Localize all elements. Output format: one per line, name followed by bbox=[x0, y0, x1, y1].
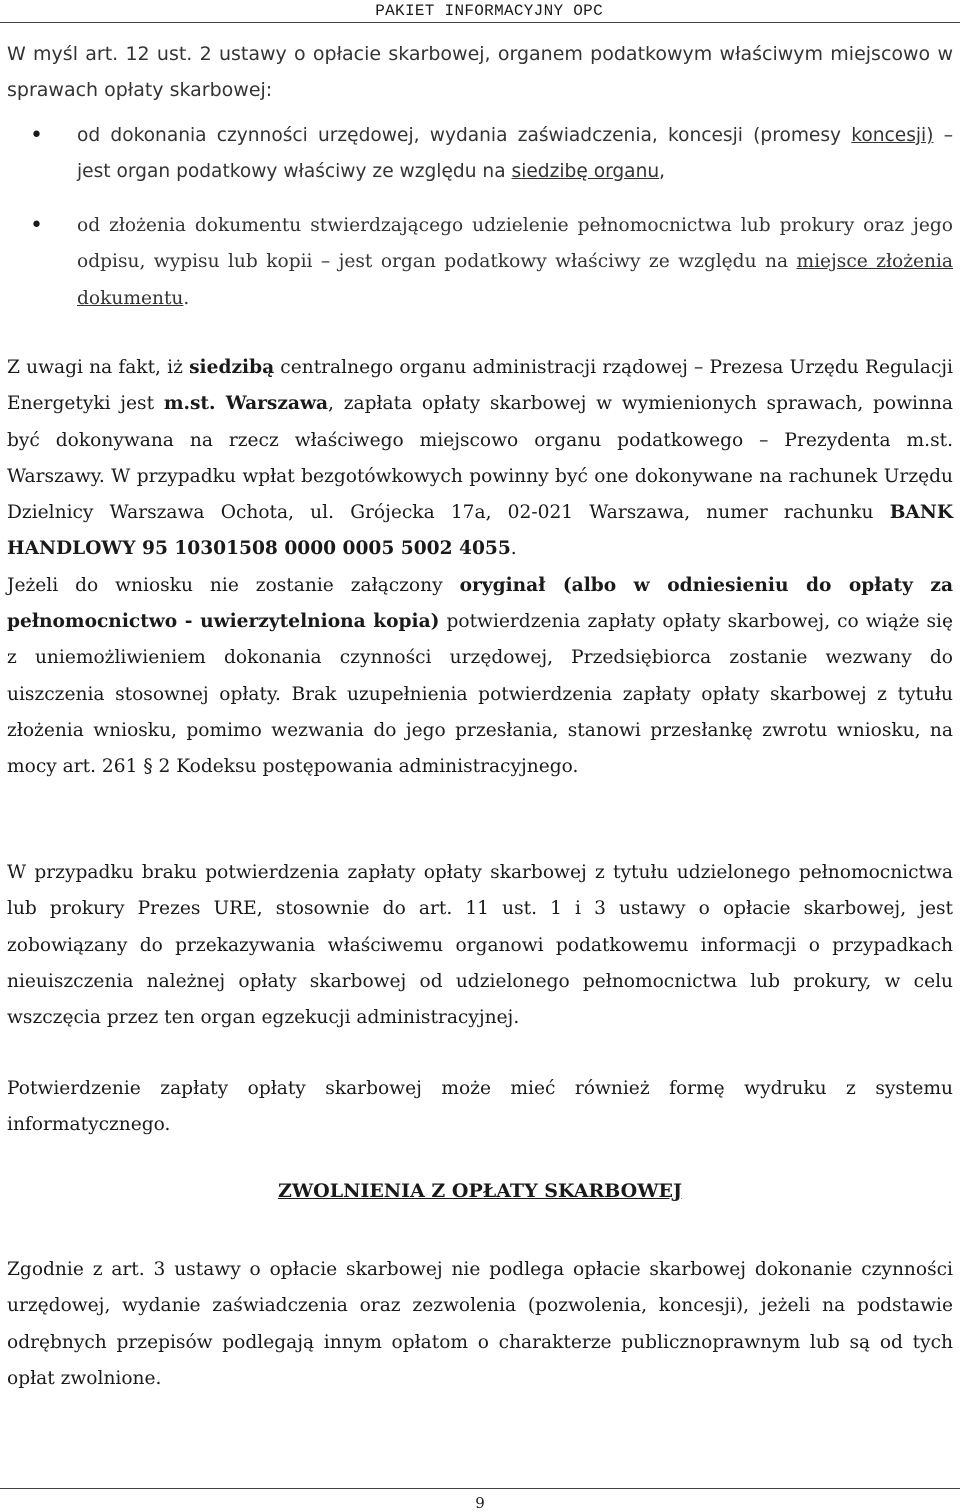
page-number: 9 bbox=[475, 1494, 485, 1512]
list-item-text: . bbox=[183, 287, 190, 309]
underlined-term: miejsce złożenia dokumentu bbox=[77, 251, 954, 309]
bullet-icon: • bbox=[30, 123, 43, 148]
list-item bbox=[77, 208, 953, 317]
paragraph-missing-confirmation: W przypadku braku potwierdzenia zapłaty opłaty skarbowej z tytułu udzielonego pełnomocnictwa lub prokury Prezes URE, stosownie do art. 11 ust. 1 i 3 ustawy o opłacie skarbowej, jest zobowiązany do przekazywania właściwemu organowi podatkowemu informacji o przypadkach nieuiszczenia należnej opłaty skarbowej od udzielonego pełnomocnictwa lub prokury, w celu wszczęcia przez ten organ egzekucji administracyjnej. bbox=[7, 862, 953, 1029]
footer-rule bbox=[0, 1488, 960, 1489]
bold-term: siedzibą bbox=[189, 357, 275, 378]
paragraph-payment bbox=[7, 350, 953, 786]
bank-account-number: BANK HANDLOWY 95 10301508 0000 0005 5002 4055 bbox=[7, 502, 953, 560]
list-item bbox=[77, 118, 953, 191]
paragraph-text: , zapłata opłaty skarbowej w wymienionych sprawach, powinna być dokonywana na rzecz właściwego miejscowo organu podatkowego – Prezydenta m.st. Warszawy. W przypadku wpłat bezgotówkowych powinny być one dokonywane na rachunek Urzędu Dzielnicy Warszawa Ochota, ul. Grójecka 17a, 02-021 Warszawa, numer rachunku bbox=[7, 393, 954, 524]
paragraph-exemptions: Zgodnie z art. 3 ustawy o opłacie skarbowej nie podlega opłacie skarbowej dokonanie czynności urzędowej, wydanie zaświadczenia oraz zezwolenia (pozwolenia, koncesji), jeżeli na podstawie odrębnych przepisów podlegają innym opłatom o charakterze publicznoprawnym lub są od tych opłat zwolnione. bbox=[7, 1259, 953, 1389]
list-item-text: od dokonania czynności urzędowej, wydania zaświadczenia, koncesji (promesy bbox=[77, 125, 852, 146]
header-label: PAKIET INFORMACYJNY OPC bbox=[375, 2, 603, 20]
bold-term: m.st. Warszawa bbox=[163, 393, 329, 415]
paragraph-text: Jeżeli do wniosku nie zostanie załączony bbox=[7, 574, 460, 596]
paragraph-text: . bbox=[510, 538, 517, 560]
header-rule bbox=[0, 22, 960, 23]
list-item-text: , bbox=[659, 161, 666, 183]
bullet-icon: • bbox=[30, 213, 43, 238]
paragraph-text: Z uwagi na fakt, iż bbox=[7, 357, 190, 378]
section-heading: ZWOLNIENIA Z OPŁATY SKARBOWEJ bbox=[277, 1180, 683, 1202]
underlined-term: koncesji) bbox=[851, 125, 934, 146]
paragraph-text: centralnego organu administracji rządowej – Prezesa Urzędu Regulacji Energetyki jest bbox=[7, 357, 953, 415]
list-item-text: – jest organ podatkowy właściwy ze względu na bbox=[77, 125, 953, 183]
paragraph-text: potwierdzenia zapłaty opłaty skarbowej, co wiąże się z uniemożliwieniem dokonania czynności urzędowej, Przedsiębiorca zostanie wezwany do uiszczenia stosownej opłaty. Brak uzupełnienia potwierdzenia zapłaty opłaty skarbowej z tytułu złożenia wniosku, pomimo wezwania do jego przesłania, stanowi przesłankę zwrotu wniosku, na mocy art. 261 § 2 Kodeksu postępowania administracyjnego. bbox=[7, 611, 953, 778]
paragraph-printout: Potwierdzenie zapłaty opłaty skarbowej może mieć również formę wydruku z systemu informatycznego. bbox=[7, 1078, 953, 1136]
bold-term: oryginał (albo w odniesieniu do opłaty za pełnomocnictwo - uwierzytelniona kopia) bbox=[7, 574, 953, 633]
underlined-term: siedzibę organu bbox=[511, 161, 660, 183]
list-item-text: od złożenia dokumentu stwierdzającego udzielenie pełnomocnictwa lub prokury oraz jego odpisu, wypisu lub kopii – jest organ podatkowy właściwy ze względu na bbox=[77, 215, 953, 273]
intro-paragraph: W myśl art. 12 ust. 2 ustawy o opłacie skarbowej, organem podatkowym właściwym miejscowo w sprawach opłaty skarbowej: bbox=[7, 43, 953, 102]
